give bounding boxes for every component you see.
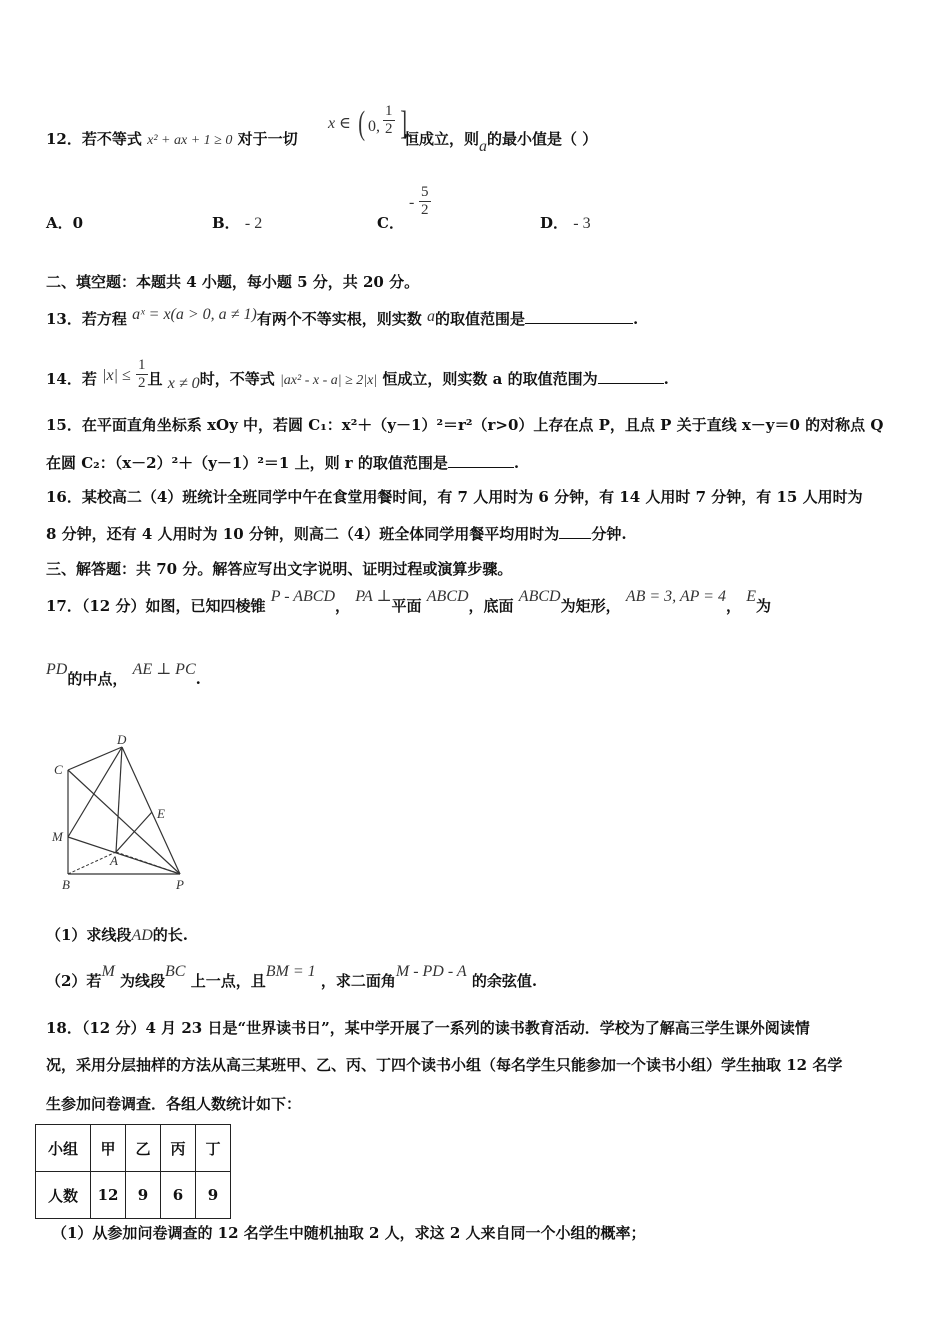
q16-line-1: 16．某校高二（4）班统计全班同学中午在食堂用餐时间，有 7 人用时为 6 分钟，有 14 人用时 7 分钟，有 15 人用时为 bbox=[46, 488, 863, 506]
table-cell: 9 bbox=[126, 1172, 161, 1219]
q13-equation: aˣ = x(a > 0, a ≠ 1) bbox=[132, 306, 257, 323]
q17-stem-line-2: PD的中点， AE ⊥ PC. bbox=[46, 661, 201, 688]
q12-option-c: C． bbox=[377, 214, 404, 232]
table-cell: 6 bbox=[161, 1172, 196, 1219]
label-B: B bbox=[62, 877, 70, 892]
q15-line-2: 在圆 C₂：（x－2）²＋（y－1）²＝1 上，则 r 的取值范围是 . bbox=[46, 454, 520, 472]
q18-line-1: 18．（12 分）4 月 23 日是“世界读书日”，某中学开展了一系列的读书教育活动．学校为了解高三学生课外阅读情 bbox=[46, 1019, 810, 1037]
label-E: E bbox=[157, 806, 165, 821]
edge-DA bbox=[116, 747, 122, 852]
edge-AE bbox=[116, 812, 152, 852]
q13-stem: 13．若方程 aˣ = x(a > 0, a ≠ 1)有两个不等实根，则实数 a的取值范围是 . bbox=[46, 306, 639, 328]
edge-MD bbox=[68, 747, 122, 837]
table-row bbox=[36, 1172, 231, 1219]
q12-inequality: x² + ax + 1 ≥ 0 bbox=[147, 133, 233, 148]
table-header-cell: 丙 bbox=[161, 1125, 196, 1172]
label-M: M bbox=[52, 829, 63, 844]
table-cell: 9 bbox=[196, 1172, 231, 1219]
q12-stem-end: 恒成立，则a的最小值是（ ） bbox=[404, 130, 598, 155]
q12-option-a: A．0 bbox=[46, 214, 84, 232]
label-C: C bbox=[54, 762, 63, 777]
q17-part-2: （2）若M 为线段BC 上一点，且BM = 1 ，求二面角M - PD - A 的余弦值. bbox=[46, 963, 538, 990]
q17-pyramid-figure bbox=[40, 730, 200, 895]
q18-line-2: 况，采用分层抽样的方法从高三某班甲、乙、丙、丁四个读书小组（每名学生只能参加一个读书小组）学生抽取 12 名学 bbox=[46, 1056, 843, 1074]
q15-answer-blank[interactable] bbox=[448, 453, 514, 468]
q18-part-1: （1）从参加问卷调查的 12 名学生中随机抽取 2 人，求这 2 人来自同一个小组的概率； bbox=[52, 1224, 646, 1242]
table-row-label: 人数 bbox=[36, 1172, 91, 1219]
q15-line-1: 15．在平面直角坐标系 xOy 中，若圆 C₁：x²＋（y－1）²＝r²（r>0）上存在点 P，且点 P 关于直线 x－y＝0 的对称点 Q bbox=[46, 416, 884, 434]
q14-inequality: |ax² - x - a| ≥ 2|x| bbox=[279, 373, 378, 388]
label-P: P bbox=[176, 877, 184, 892]
q13-answer-blank[interactable] bbox=[525, 309, 633, 324]
table-cell: 12 bbox=[91, 1172, 126, 1219]
q14-stem: 14．若 |x| ≤ $\frac{1}{2}$ 且 x ≠ 0时，不等式 |ax² - x - a| ≥ 2|x| 恒成立，则实数 a 的取值范围为 . bbox=[46, 356, 669, 392]
q17-part-1: （1）求线段AD的长. bbox=[46, 926, 189, 944]
q14-answer-blank[interactable] bbox=[598, 369, 664, 384]
q18-line-3: 生参加问卷调查．各组人数统计如下： bbox=[46, 1095, 302, 1113]
section-2-heading: 二、填空题：本题共 4 小题，每小题 5 分，共 20 分。 bbox=[46, 273, 420, 291]
q12-option-b: B． - 2 bbox=[212, 214, 263, 232]
table-header-cell: 丁 bbox=[196, 1125, 231, 1172]
q16-answer-blank[interactable] bbox=[559, 524, 591, 539]
table-header-cell: 小组 bbox=[36, 1125, 91, 1172]
label-D: D bbox=[117, 732, 127, 747]
edge-CP bbox=[68, 770, 180, 874]
table-header-row bbox=[36, 1125, 231, 1172]
q12-option-d: D． - 3 bbox=[540, 214, 591, 232]
table-header-cell: 甲 bbox=[91, 1125, 126, 1172]
table-header-cell: 乙 bbox=[126, 1125, 161, 1172]
section-3-heading: 三、解答题：共 70 分。解答应写出文字说明、证明过程或演算步骤。 bbox=[46, 560, 513, 578]
edge-CD bbox=[68, 747, 122, 770]
q16-line-2: 8 分钟，还有 4 人用时为 10 分钟，则高二（4）班全体同学用餐平均用时为 分钟. bbox=[46, 525, 627, 543]
q12-stem: 12．若不等式 x² + ax + 1 ≥ 0 对于一切 bbox=[46, 130, 298, 148]
edge-BA bbox=[68, 852, 116, 874]
q17-stem-line-1: 17．（12 分）如图，已知四棱锥 P - ABCD， PA ⊥平面 ABCD，底面 ABCD为矩形， AB = 3, AP = 4， E为 bbox=[46, 588, 771, 615]
label-A: A bbox=[110, 853, 118, 868]
edge-DP bbox=[122, 747, 180, 874]
q18-group-table bbox=[35, 1124, 231, 1219]
